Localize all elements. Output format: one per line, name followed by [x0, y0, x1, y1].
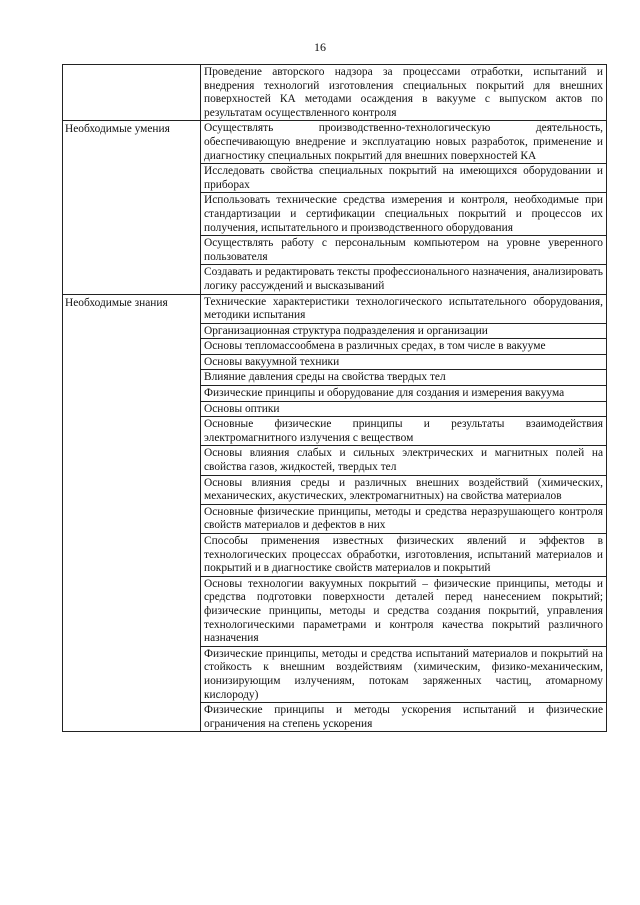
table-row	[63, 65, 607, 121]
requirement-item: Осуществлять работу с персональным компьютером на уровне уверенного пользователя	[201, 236, 607, 265]
page-number: 16	[314, 40, 326, 54]
section-label: Необходимые умения	[63, 121, 201, 294]
section-label: Необходимые знания	[63, 294, 201, 732]
requirement-item: Основные физические принципы, методы и средства неразрушающего контроля свойств материалов и дефектов в них	[201, 504, 607, 533]
requirement-item: Организационная структура подразделения и организации	[201, 323, 607, 339]
requirement-item: Физические принципы и методы ускорения испытаний и физические ограничения на степень ускорения	[201, 703, 607, 732]
requirement-item: Исследовать свойства специальных покрытий на имеющихся оборудовании и приборах	[201, 164, 607, 193]
requirement-item: Использовать технические средства измерения и контроля, необходимые при стандартизации и сертификации специальных покрытий и процессов их получения, испытательного и производственного оборудования	[201, 193, 607, 236]
requirement-item: Способы применения известных физических явлений и эффектов в технологических процессах обработки, изготовления, испытаний материалов и покрытий и в диагностике свойств материалов и покрытий	[201, 534, 607, 577]
requirement-item: Физические принципы, методы и средства испытаний материалов и покрытий на стойкость к внешним воздействиям (химическим, физико-механическим, ионизирующим излучениям, потокам заряженных частиц, атомарному кислороду)	[201, 646, 607, 702]
requirement-item: Проведение авторского надзора за процессами отработки, испытаний и внедрения технологий изготовления специальных покрытий для внешних поверхностей КА методами осаждения в вакууме с выпуском актов по результатам осуществленного контроля	[201, 65, 607, 121]
requirement-item: Технические характеристики технологического испытательного оборудования, методики испытания	[201, 294, 607, 323]
requirement-item: Основы оптики	[201, 401, 607, 417]
requirement-item: Основы влияния слабых и сильных электрических и магнитных полей на свойства газов, жидкостей, твердых тел	[201, 446, 607, 475]
requirement-item: Основы влияния среды и различных внешних воздействий (химических, механических, акустических, электромагнитных) на свойства материалов	[201, 475, 607, 504]
requirement-item: Основные физические принципы и результаты взаимодействия электромагнитного излучения с веществом	[201, 417, 607, 446]
requirement-item: Основы вакуумной техники	[201, 354, 607, 370]
table-row	[63, 121, 607, 164]
table-row	[63, 294, 607, 323]
requirement-item: Осуществлять производственно-технологическую деятельность, обеспечивающую внедрение и эксплуатацию новых разработок, применение и диагностику специальных покрытий для внешних поверхностей КА	[201, 121, 607, 164]
requirement-item: Основы технологии вакуумных покрытий – физические принципы, методы и средства подготовки поверхности деталей перед нанесением покрытий; физические принципы, методы и средства создания покрытий, управления технологическими параметрами и контроля качества покрытий различного назначения	[201, 576, 607, 646]
requirements-table	[62, 64, 607, 732]
requirement-item: Основы тепломассообмена в различных средах, в том числе в вакууме	[201, 339, 607, 355]
requirement-item: Влияние давления среды на свойства твердых тел	[201, 370, 607, 386]
requirement-item: Физические принципы и оборудование для создания и измерения вакуума	[201, 386, 607, 402]
requirement-item: Создавать и редактировать тексты профессионального назначения, анализировать логику рассуждений и высказываний	[201, 265, 607, 294]
section-label-empty	[63, 65, 201, 121]
